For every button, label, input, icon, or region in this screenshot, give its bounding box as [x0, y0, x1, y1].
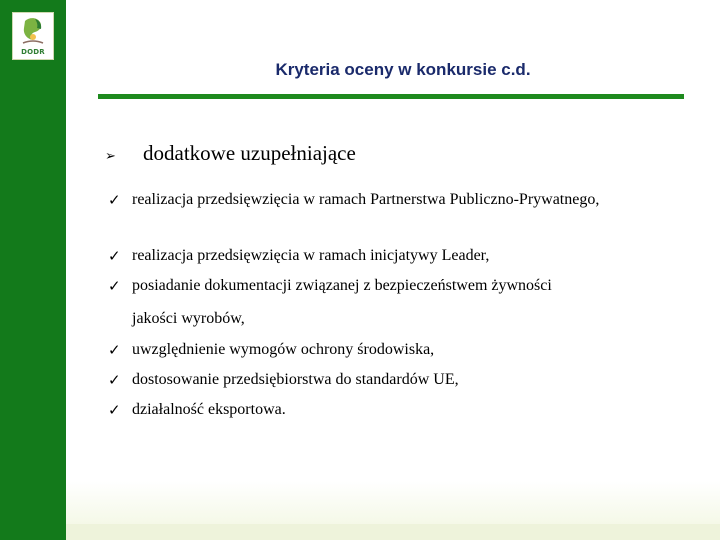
subheading-text: dodatkowe uzupełniające	[143, 141, 356, 165]
list-item-text: realizacja przedsięwzięcia w ramach Partnerstwa Publiczno-Prywatnego,	[132, 191, 600, 208]
dodr-logo	[12, 12, 54, 60]
list-item-text: realizacja przedsięwzięcia w ramach inicjatywy Leader,	[132, 247, 490, 264]
list-item	[108, 188, 698, 212]
list-item	[108, 338, 698, 362]
bottom-strip	[66, 524, 720, 540]
list-item-continuation: jakości wyrobów,	[132, 310, 245, 327]
list-item-text: uwzględnienie wymogów ochrony środowiska,	[132, 341, 435, 358]
top-band	[66, 0, 720, 49]
title-underline	[98, 94, 684, 99]
list-item	[108, 398, 698, 422]
list-item-text: dostosowanie przedsiębiorstwa do standardów UE,	[132, 371, 459, 388]
logo-text: DODR	[21, 48, 45, 56]
list-item	[108, 368, 698, 392]
list-item	[108, 274, 698, 331]
check-icon: ✓	[108, 247, 121, 265]
check-icon: ✓	[108, 371, 121, 389]
check-icon: ✓	[108, 401, 121, 419]
arrow-bullet-icon: ➢	[105, 149, 116, 164]
list-item-text: działalność eksportowa.	[132, 401, 286, 418]
sidebar	[0, 0, 66, 540]
check-icon: ✓	[108, 341, 121, 359]
list-item	[108, 244, 698, 268]
subheading	[105, 141, 356, 166]
check-icon: ✓	[108, 277, 121, 295]
list-item-text: posiadanie dokumentacji związanej z bezpieczeństwem żywności	[132, 277, 552, 294]
slide-title: Kryteria oceny w konkursie c.d.	[275, 60, 531, 79]
check-icon: ✓	[108, 191, 121, 209]
